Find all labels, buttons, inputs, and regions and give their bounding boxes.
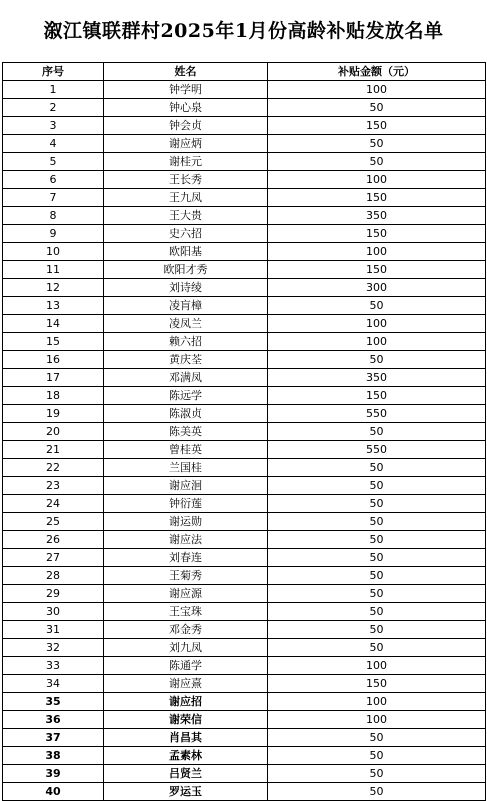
name-cell: 刘九凤 <box>104 639 268 657</box>
table-row <box>3 765 486 783</box>
serial-number-cell: 7 <box>3 189 104 207</box>
name-cell: 谢应洄 <box>104 477 268 495</box>
subsidy-amount-cell: 50 <box>268 99 486 117</box>
subsidy-amount-cell: 150 <box>268 261 486 279</box>
name-cell: 赖六招 <box>104 333 268 351</box>
subsidy-amount-cell: 350 <box>268 207 486 225</box>
name-cell: 陈远学 <box>104 387 268 405</box>
subsidy-amount-cell: 50 <box>268 477 486 495</box>
subsidy-amount-cell: 100 <box>268 243 486 261</box>
subsidy-amount-cell: 100 <box>268 333 486 351</box>
subsidy-amount-cell: 300 <box>268 279 486 297</box>
subsidy-amount-cell: 50 <box>268 495 486 513</box>
name-cell: 凌凤兰 <box>104 315 268 333</box>
subsidy-amount-cell: 50 <box>268 531 486 549</box>
serial-number-cell: 13 <box>3 297 104 315</box>
serial-number-cell: 5 <box>3 153 104 171</box>
table-row <box>3 657 486 675</box>
table-row <box>3 675 486 693</box>
subsidy-amount-cell: 50 <box>268 297 486 315</box>
table-row <box>3 171 486 189</box>
serial-number-cell: 14 <box>3 315 104 333</box>
serial-number-cell: 32 <box>3 639 104 657</box>
table-row <box>3 729 486 747</box>
table-row <box>3 549 486 567</box>
serial-number-cell: 26 <box>3 531 104 549</box>
table-row <box>3 405 486 423</box>
serial-number-cell: 27 <box>3 549 104 567</box>
serial-number-cell: 38 <box>3 747 104 765</box>
serial-number-cell: 24 <box>3 495 104 513</box>
table-row <box>3 117 486 135</box>
subsidy-amount-cell: 150 <box>268 225 486 243</box>
serial-number-cell: 39 <box>3 765 104 783</box>
table-row <box>3 711 486 729</box>
table-row <box>3 513 486 531</box>
name-cell: 钟学明 <box>104 81 268 99</box>
serial-number-cell: 3 <box>3 117 104 135</box>
subsidy-amount-cell: 50 <box>268 585 486 603</box>
header-serial-number: 序号 <box>3 63 104 81</box>
subsidy-amount-cell: 50 <box>268 747 486 765</box>
serial-number-cell: 30 <box>3 603 104 621</box>
serial-number-cell: 17 <box>3 369 104 387</box>
table-row <box>3 747 486 765</box>
table-row <box>3 567 486 585</box>
document-title: 溆江镇联群村2025年1月份高龄补贴发放名单 <box>43 20 444 42</box>
subsidy-amount-cell: 50 <box>268 729 486 747</box>
subsidy-amount-cell: 50 <box>268 567 486 585</box>
name-cell: 肖昌其 <box>104 729 268 747</box>
subsidy-amount-cell: 100 <box>268 693 486 711</box>
table-row <box>3 333 486 351</box>
subsidy-amount-cell: 50 <box>268 603 486 621</box>
table-row <box>3 693 486 711</box>
name-cell: 谢桂元 <box>104 153 268 171</box>
name-cell: 史六招 <box>104 225 268 243</box>
table-row <box>3 135 486 153</box>
table-body <box>3 81 486 801</box>
table-row <box>3 603 486 621</box>
subsidy-amount-cell: 50 <box>268 459 486 477</box>
name-cell: 凌肓樟 <box>104 297 268 315</box>
subsidy-amount-cell: 50 <box>268 423 486 441</box>
subsidy-amount-cell: 550 <box>268 441 486 459</box>
name-cell: 王菊秀 <box>104 567 268 585</box>
serial-number-cell: 19 <box>3 405 104 423</box>
serial-number-cell: 22 <box>3 459 104 477</box>
name-cell: 刘诗绫 <box>104 279 268 297</box>
table-row <box>3 423 486 441</box>
table-row <box>3 459 486 477</box>
name-cell: 刘春连 <box>104 549 268 567</box>
subsidy-amount-cell: 50 <box>268 153 486 171</box>
table-row <box>3 441 486 459</box>
subsidy-amount-cell: 100 <box>268 315 486 333</box>
serial-number-cell: 4 <box>3 135 104 153</box>
name-cell: 钟衍莲 <box>104 495 268 513</box>
subsidy-amount-cell: 100 <box>268 81 486 99</box>
name-cell: 谢应源 <box>104 585 268 603</box>
name-cell: 陈美英 <box>104 423 268 441</box>
serial-number-cell: 15 <box>3 333 104 351</box>
table-row <box>3 387 486 405</box>
name-cell: 兰国桂 <box>104 459 268 477</box>
table-row <box>3 153 486 171</box>
serial-number-cell: 21 <box>3 441 104 459</box>
name-cell: 谢应法 <box>104 531 268 549</box>
table-row <box>3 783 486 801</box>
subsidy-amount-cell: 100 <box>268 657 486 675</box>
subsidy-amount-cell: 50 <box>268 765 486 783</box>
name-cell: 谢应炳 <box>104 135 268 153</box>
serial-number-cell: 10 <box>3 243 104 261</box>
serial-number-cell: 1 <box>3 81 104 99</box>
serial-number-cell: 33 <box>3 657 104 675</box>
subsidy-amount-cell: 150 <box>268 387 486 405</box>
serial-number-cell: 11 <box>3 261 104 279</box>
subsidy-amount-cell: 50 <box>268 783 486 801</box>
name-cell: 王宝珠 <box>104 603 268 621</box>
table-row <box>3 297 486 315</box>
table-row <box>3 99 486 117</box>
table-row <box>3 315 486 333</box>
table-header-row <box>3 63 486 81</box>
name-cell: 谢荣信 <box>104 711 268 729</box>
name-cell: 吕贤兰 <box>104 765 268 783</box>
table-row <box>3 531 486 549</box>
serial-number-cell: 18 <box>3 387 104 405</box>
subsidy-amount-cell: 150 <box>268 117 486 135</box>
table-row <box>3 261 486 279</box>
serial-number-cell: 25 <box>3 513 104 531</box>
table-row <box>3 279 486 297</box>
subsidy-amount-cell: 50 <box>268 351 486 369</box>
serial-number-cell: 2 <box>3 99 104 117</box>
table-row <box>3 243 486 261</box>
name-cell: 邓金秀 <box>104 621 268 639</box>
table-row <box>3 189 486 207</box>
header-subsidy-amount: 补贴金额（元） <box>268 63 486 81</box>
name-cell: 邓满凤 <box>104 369 268 387</box>
name-cell: 谢应招 <box>104 693 268 711</box>
subsidy-amount-cell: 150 <box>268 675 486 693</box>
subsidy-amount-cell: 50 <box>268 639 486 657</box>
name-cell: 王大贵 <box>104 207 268 225</box>
name-cell: 谢运勋 <box>104 513 268 531</box>
name-cell: 钟心泉 <box>104 99 268 117</box>
table-row <box>3 495 486 513</box>
name-cell: 谢应熹 <box>104 675 268 693</box>
serial-number-cell: 23 <box>3 477 104 495</box>
table-row <box>3 639 486 657</box>
name-cell: 欧阳才秀 <box>104 261 268 279</box>
subsidy-amount-cell: 50 <box>268 513 486 531</box>
serial-number-cell: 12 <box>3 279 104 297</box>
name-cell: 欧阳基 <box>104 243 268 261</box>
table-row <box>3 225 486 243</box>
table-row <box>3 207 486 225</box>
subsidy-amount-cell: 50 <box>268 549 486 567</box>
serial-number-cell: 20 <box>3 423 104 441</box>
subsidy-amount-cell: 50 <box>268 621 486 639</box>
name-cell: 孟素林 <box>104 747 268 765</box>
header-name: 姓名 <box>104 63 268 81</box>
name-cell: 曾桂英 <box>104 441 268 459</box>
name-cell: 王九凤 <box>104 189 268 207</box>
name-cell: 黄庆荃 <box>104 351 268 369</box>
serial-number-cell: 28 <box>3 567 104 585</box>
name-cell: 王长秀 <box>104 171 268 189</box>
serial-number-cell: 35 <box>3 693 104 711</box>
name-cell: 钟会贞 <box>104 117 268 135</box>
table-row <box>3 369 486 387</box>
name-cell: 陈通学 <box>104 657 268 675</box>
table-row <box>3 351 486 369</box>
serial-number-cell: 36 <box>3 711 104 729</box>
name-cell: 陈淑贞 <box>104 405 268 423</box>
table-row <box>3 621 486 639</box>
table-row <box>3 477 486 495</box>
serial-number-cell: 34 <box>3 675 104 693</box>
subsidy-amount-cell: 350 <box>268 369 486 387</box>
serial-number-cell: 6 <box>3 171 104 189</box>
subsidy-amount-cell: 100 <box>268 711 486 729</box>
serial-number-cell: 16 <box>3 351 104 369</box>
subsidy-amount-cell: 50 <box>268 135 486 153</box>
serial-number-cell: 40 <box>3 783 104 801</box>
serial-number-cell: 37 <box>3 729 104 747</box>
serial-number-cell: 8 <box>3 207 104 225</box>
subsidy-amount-cell: 150 <box>268 189 486 207</box>
name-cell: 罗运玉 <box>104 783 268 801</box>
serial-number-cell: 31 <box>3 621 104 639</box>
subsidy-table <box>2 62 486 801</box>
serial-number-cell: 29 <box>3 585 104 603</box>
table-row <box>3 585 486 603</box>
subsidy-amount-cell: 550 <box>268 405 486 423</box>
table-row <box>3 81 486 99</box>
serial-number-cell: 9 <box>3 225 104 243</box>
subsidy-amount-cell: 100 <box>268 171 486 189</box>
